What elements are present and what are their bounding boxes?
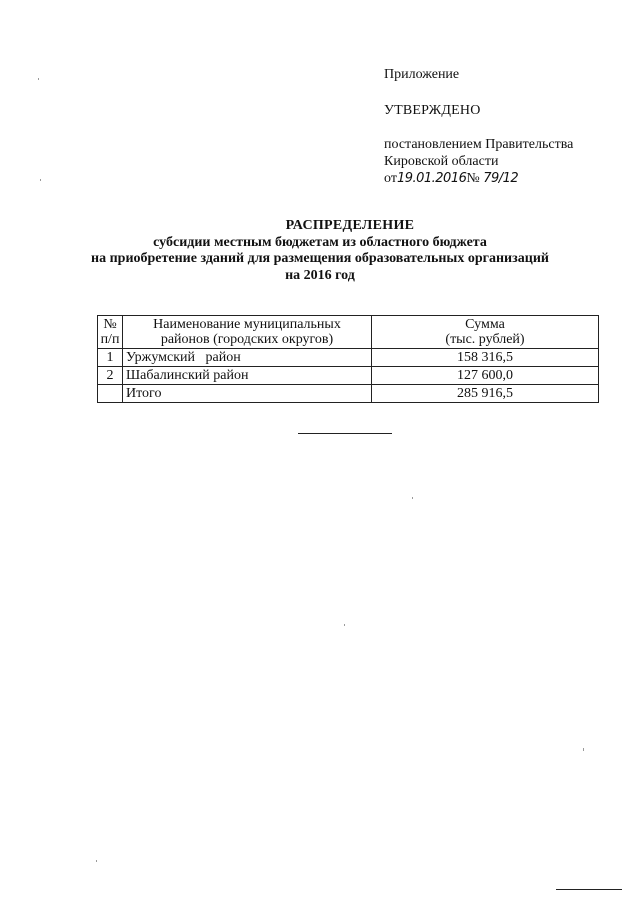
date-prefix: от: [384, 171, 397, 186]
document-title: [0, 218, 640, 284]
total-sum: 285 916,5: [372, 385, 599, 403]
header-number-line-2: п/п: [100, 332, 120, 347]
scan-mark: [96, 860, 97, 862]
approval-line-1: постановлением Правительства: [384, 137, 574, 152]
header-name: [123, 316, 372, 349]
scan-mark: [40, 179, 41, 181]
row-number: 1: [98, 349, 123, 367]
scan-mark: [583, 748, 584, 751]
title-line-3: на 2016 год: [285, 267, 355, 283]
row-name: Уржумский район: [123, 349, 372, 367]
table-row: [98, 367, 599, 385]
title-line-2: на приобретение зданий для размещения образовательных организаций: [91, 251, 549, 266]
row-sum: 127 600,0: [372, 367, 599, 385]
approval-line-2: Кировской области: [384, 154, 499, 169]
table-total-row: [98, 385, 599, 403]
header-sum-line-1: Сумма: [465, 317, 505, 332]
table-row: [98, 349, 599, 367]
handwritten-number: 79/12: [483, 171, 519, 186]
separator-line: [298, 433, 392, 434]
total-number: [98, 385, 123, 403]
table-header-row: [98, 316, 599, 349]
title-line-1: субсидии местным бюджетам из областного бюджета: [153, 234, 487, 250]
row-name: Шабалинский район: [123, 367, 372, 385]
footer-line: [556, 889, 622, 890]
scan-mark: [38, 78, 39, 80]
header-name-line-2: районов (городских округов): [160, 332, 334, 347]
title-heading: РАСПРЕДЕЛЕНИЕ: [285, 218, 415, 233]
row-number: 2: [98, 367, 123, 385]
handwritten-date: 19.01.2016: [396, 171, 467, 186]
header-sum-line-2: (тыс. рублей): [445, 332, 525, 347]
header-name-line-1: Наименование муниципальных: [153, 317, 341, 332]
total-label: Итого: [123, 385, 372, 403]
header-sum: [372, 316, 599, 349]
number-prefix: №: [466, 171, 480, 186]
header-number-line-1: №: [103, 317, 117, 332]
appendix-label: Приложение: [384, 67, 460, 82]
header-number: [98, 316, 123, 349]
row-sum: 158 316,5: [372, 349, 599, 367]
scan-mark: [344, 624, 345, 626]
scan-mark: [412, 497, 413, 499]
distribution-table: [97, 315, 599, 403]
approved-label: УТВЕРЖДЕНО: [384, 103, 481, 118]
approval-date-line: [384, 170, 573, 187]
approval-block: [384, 66, 573, 187]
